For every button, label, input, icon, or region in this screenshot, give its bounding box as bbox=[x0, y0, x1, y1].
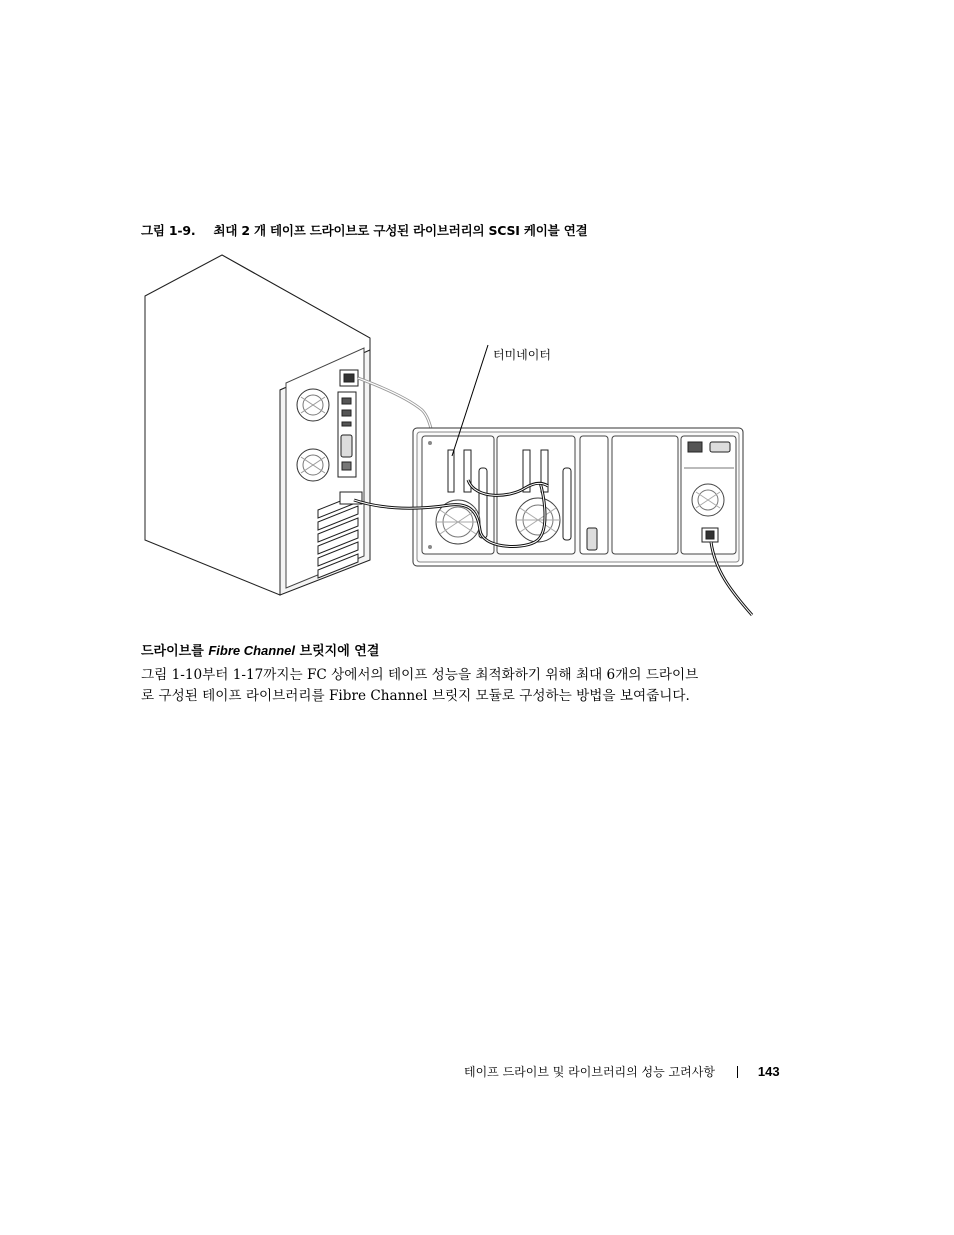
psu-fan bbox=[692, 484, 724, 516]
page-footer bbox=[464, 1063, 780, 1080]
paragraph-line: 로 구성된 테이프 라이브러리를 Fibre Channel 브릿지 모듈로 구성하는 방법을 보여줍니다. bbox=[141, 688, 690, 704]
footer-separator bbox=[737, 1066, 738, 1078]
terminator-callout: 터미네이터 bbox=[493, 348, 551, 362]
heading-italic: Fibre Channel bbox=[208, 643, 296, 658]
paragraph-line: 그림 1-10부터 1-17까지는 FC 상에서의 테이프 성능을 최적화하기 위해 최대 6개의 드라이브 bbox=[141, 667, 699, 683]
figure-title: 최대 2 개 테이프 드라이브로 구성된 라이브러리의 SCSI 케이블 연결 bbox=[213, 223, 588, 238]
section-heading: 드라이브를 Fibre Channel 브릿지에 연결 bbox=[141, 643, 380, 659]
body-paragraph bbox=[141, 665, 781, 707]
server-tower bbox=[145, 255, 370, 595]
footer-title: 테이프 드라이브 및 라이브러리의 성능 고려사항 bbox=[464, 1065, 715, 1079]
scsi-cabling-illustration bbox=[130, 250, 770, 625]
page-number: 143 bbox=[757, 1064, 780, 1079]
figure-number: 그림 1-9. bbox=[141, 223, 196, 238]
tape-library bbox=[413, 428, 743, 566]
drive2-fan bbox=[516, 498, 560, 542]
figure-caption bbox=[141, 221, 587, 239]
